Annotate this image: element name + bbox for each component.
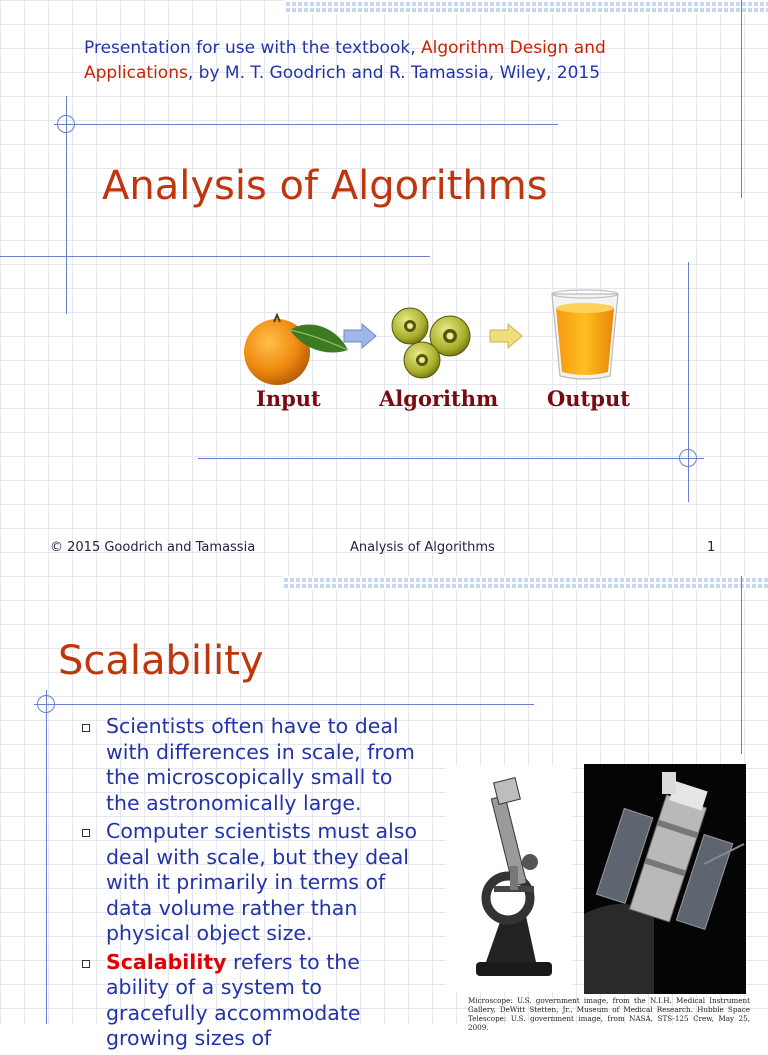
highlight-term: Scalability bbox=[106, 949, 227, 974]
list-item: Computer scientists must also deal with scale, but they deal with it primarily in terms of data volume rather than physical object size. bbox=[80, 819, 420, 947]
crosshair-circle bbox=[37, 695, 55, 713]
bullet-list bbox=[80, 714, 420, 1055]
image-credit-caption: Microscope: U.S. government image, from the N.I.H. Medical Instrument Gallery, DeWitt Stetten, Jr., Museum of Medical Research. Hubble Space Telescope: U.S. government image, from NASA, STS-125 Crew, May 25, 2009. bbox=[468, 996, 750, 1032]
orange-icon bbox=[240, 312, 352, 388]
slide-title: Scalability bbox=[58, 638, 264, 684]
guide-line bbox=[198, 458, 704, 459]
crosshair-circle bbox=[679, 449, 697, 467]
guide-line bbox=[0, 256, 430, 257]
arrow-right-icon bbox=[342, 322, 378, 350]
slide-2 bbox=[0, 576, 768, 1050]
hubble-telescope-image bbox=[584, 764, 746, 994]
bullet-square-icon bbox=[82, 829, 90, 837]
arrow-right-icon bbox=[488, 322, 524, 350]
slide-title: Analysis of Algorithms bbox=[102, 163, 548, 209]
algorithm-label: Algorithm bbox=[379, 386, 499, 411]
guide-line bbox=[54, 124, 558, 125]
list-item: Scientists often have to deal with differences in scale, from the microscopically small to the astronomically large. bbox=[80, 714, 420, 816]
input-label: Input bbox=[256, 386, 321, 411]
guide-line bbox=[741, 576, 742, 754]
dotted-band bbox=[284, 0, 768, 14]
bullet-square-icon bbox=[82, 960, 90, 968]
footer-title: Analysis of Algorithms bbox=[350, 540, 495, 555]
output-label: Output bbox=[547, 386, 630, 411]
book-title: Algorithm Design and Applications bbox=[84, 38, 606, 83]
microscope-image bbox=[446, 766, 572, 992]
guide-line bbox=[46, 690, 47, 1024]
gears-icon bbox=[388, 304, 476, 384]
footer-copyright: © 2015 Goodrich and Tamassia bbox=[50, 540, 256, 555]
footer-page-number: 1 bbox=[707, 540, 716, 555]
crosshair-circle bbox=[57, 115, 75, 133]
list-item: Scalability refers to the ability of a system to gracefully accommodate growing sizes of bbox=[80, 950, 420, 1052]
orange-juice-icon bbox=[548, 288, 622, 382]
guide-line bbox=[741, 0, 742, 198]
bullet-square-icon bbox=[82, 724, 90, 732]
dotted-band bbox=[282, 576, 768, 590]
guide-line bbox=[34, 704, 534, 705]
textbook-credit: Presentation for use with the textbook, Algorithm Design and Applications, by M. T. Goodrich and R. Tamassia, Wiley, 2015 bbox=[84, 38, 606, 83]
